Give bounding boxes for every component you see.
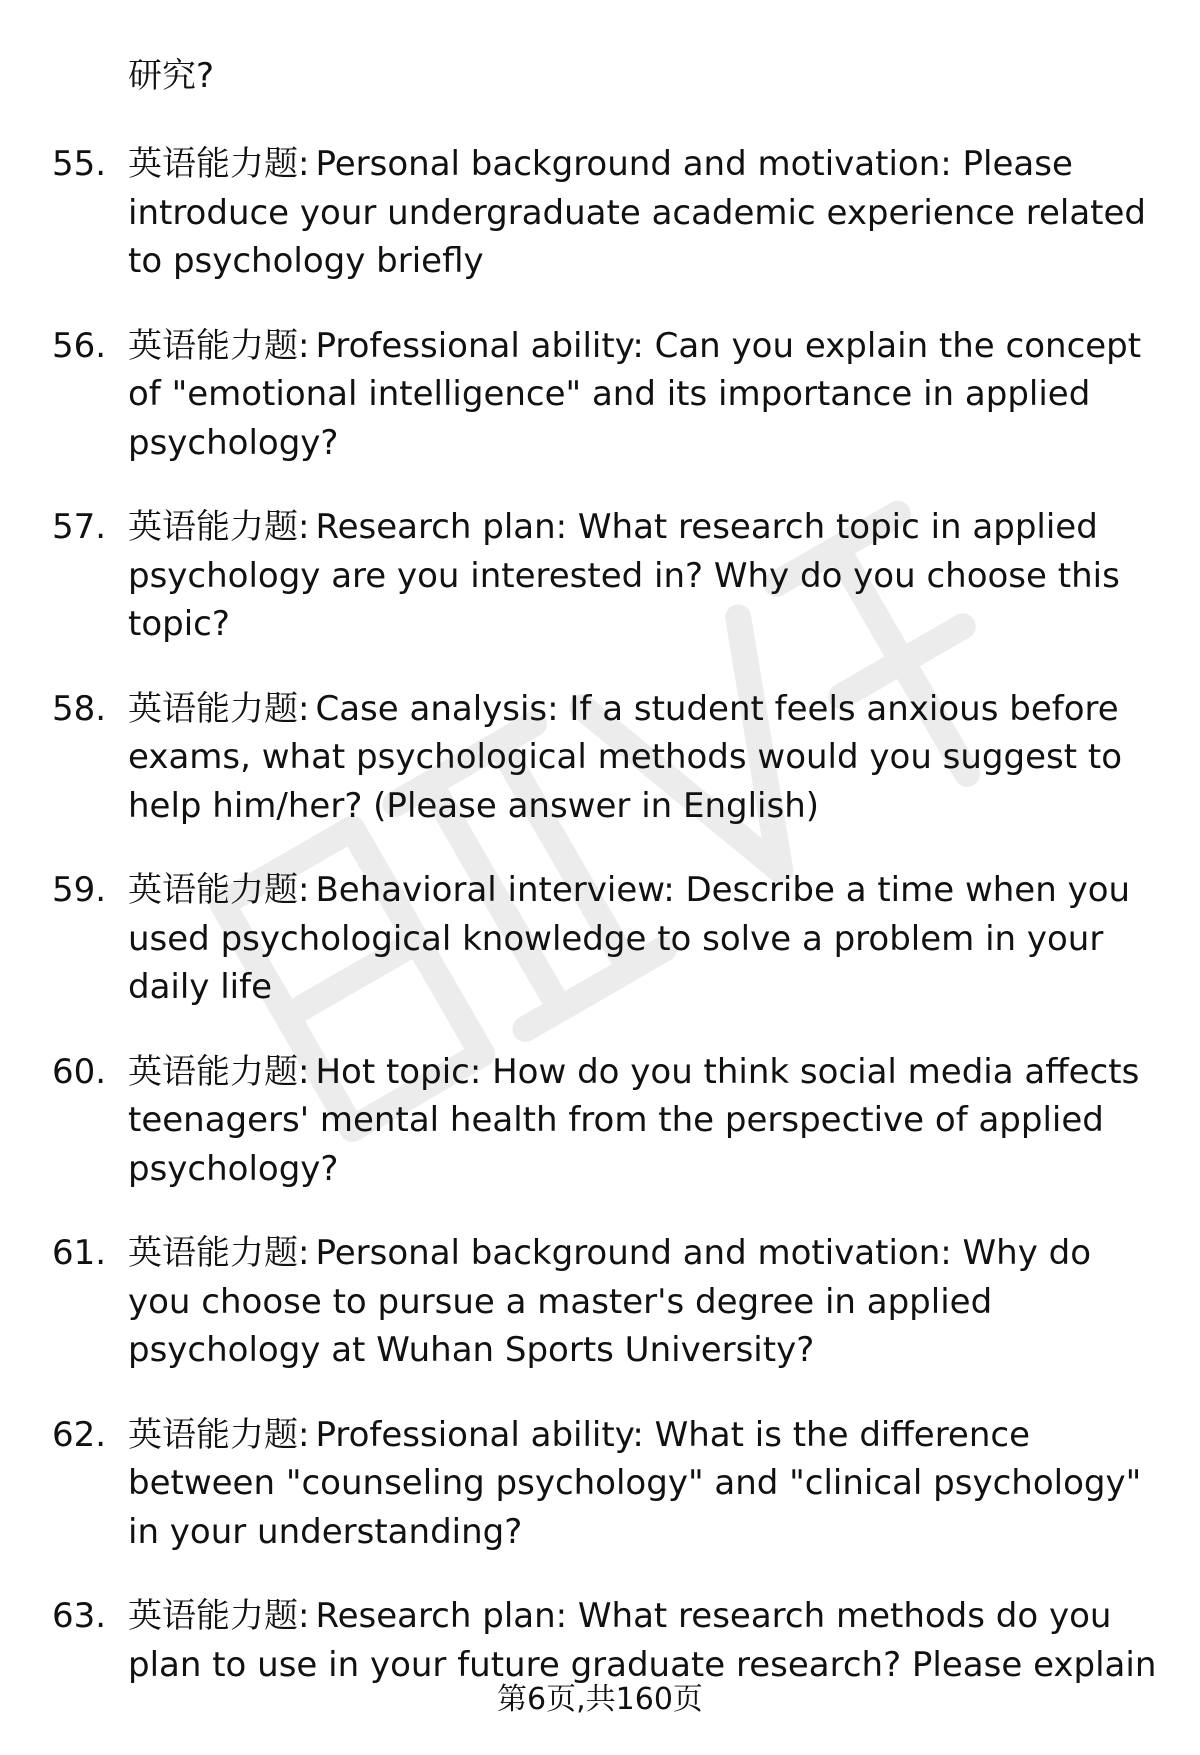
question-label: 英语能力题: xyxy=(128,688,310,729)
question-text: Research plan: What research methods do you plan to use in your future graduate research? Please explain xyxy=(128,1596,1157,1685)
page-footer: 第6页,共160页 xyxy=(497,1682,703,1717)
question-item xyxy=(0,1048,1200,1194)
question-text: Professional ability: Can you explain the concept of "emotional intelligence" and its importance in applied psychology? xyxy=(128,325,1142,463)
question-label: 英语能力题: xyxy=(128,325,310,366)
question-number: 58. xyxy=(52,688,107,729)
question-label: 英语能力题: xyxy=(128,1414,310,1455)
question-number: 56. xyxy=(52,325,107,366)
question-list xyxy=(0,140,1200,1725)
question-number: 62. xyxy=(52,1414,107,1455)
question-label: 英语能力题: xyxy=(128,1051,310,1092)
question-label: 英语能力题: xyxy=(128,144,310,184)
question-item xyxy=(0,1592,1200,1689)
question-item xyxy=(0,866,1200,1012)
question-text: Case analysis: If a student feels anxious before exams, what psychological methods would you suggest to help him/her? (Please answer in English) xyxy=(128,688,1123,826)
question-item xyxy=(0,1229,1200,1375)
question-number: 59. xyxy=(52,870,107,910)
question-item xyxy=(0,503,1200,649)
question-label: 英语能力题: xyxy=(128,1233,310,1273)
question-text: Hot topic: How do you think social media affects teenagers' mental health from the perspective of applied psychology? xyxy=(128,1051,1140,1189)
question-number: 55. xyxy=(52,144,107,184)
question-label: 英语能力题: xyxy=(128,870,310,910)
continuation-text: 研究? xyxy=(128,56,215,96)
question-text: Professional ability: What is the difference between "counseling psychology" and "clinical psychology" in your understanding? xyxy=(128,1414,1142,1552)
question-label: 英语能力题: xyxy=(128,1596,310,1636)
question-item xyxy=(0,322,1200,468)
question-number: 61. xyxy=(52,1233,107,1273)
question-item xyxy=(0,140,1200,286)
question-text: Personal background and motivation: Why do you choose to pursue a master's degree in applied psychology at Wuhan Sports University? xyxy=(128,1233,1092,1370)
question-number: 60. xyxy=(52,1051,107,1092)
question-number: 63. xyxy=(52,1596,107,1636)
question-text: Behavioral interview: Describe a time when you used psychological knowledge to solve a problem in your daily life xyxy=(128,870,1131,1007)
question-item xyxy=(0,685,1200,831)
question-item xyxy=(0,1411,1200,1557)
question-text: Research plan: What research topic in applied psychology are you interested in? Why do you choose this topic? xyxy=(128,507,1120,644)
question-label: 英语能力题: xyxy=(128,507,310,547)
question-number: 57. xyxy=(52,507,107,547)
question-text: Personal background and motivation: Please introduce your undergraduate academic experience related to psychology briefly xyxy=(128,144,1147,281)
